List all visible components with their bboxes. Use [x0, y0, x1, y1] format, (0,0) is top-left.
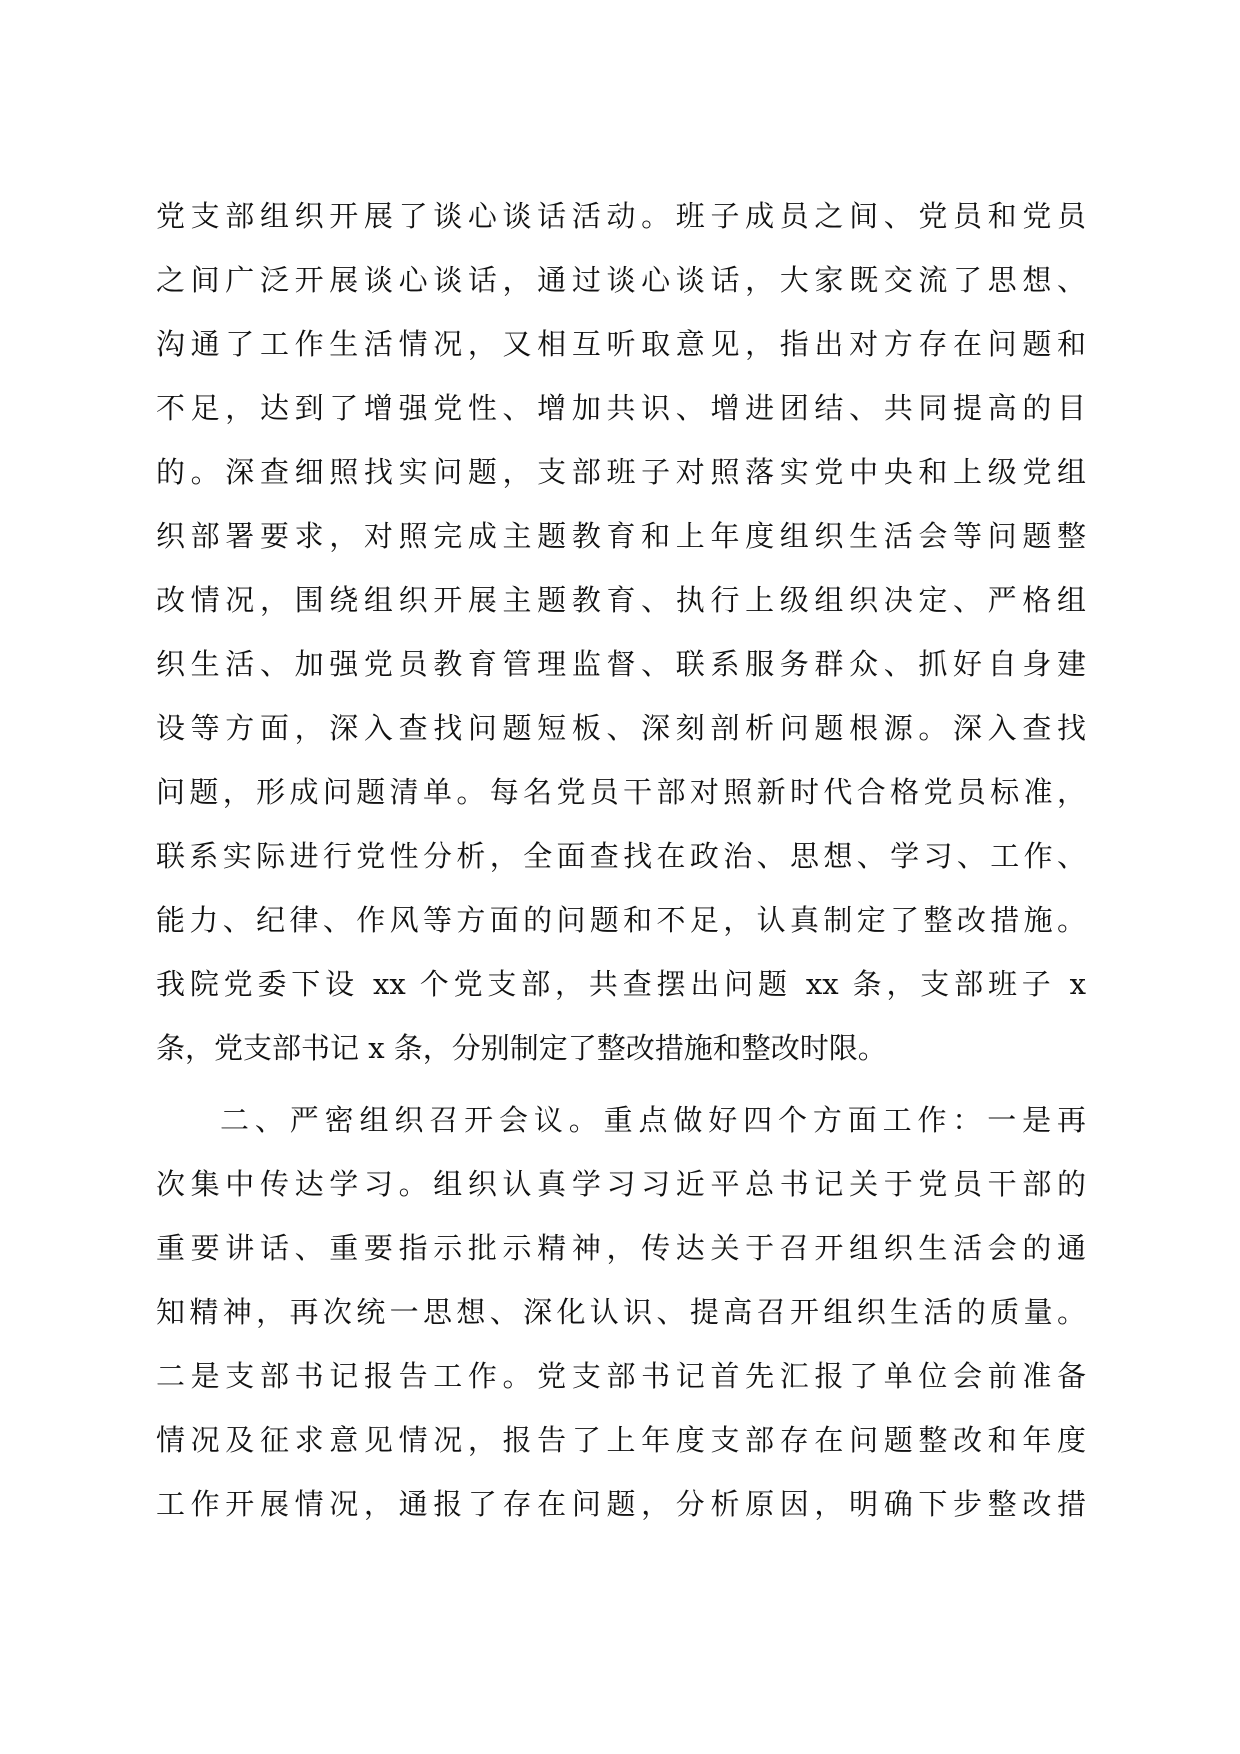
text-line: 织生活、加强党员教育管理监督、联系服务群众、抓好自身建 [156, 647, 1086, 681]
text-line: 党支部组织开展了谈心谈话活动。班子成员之间、党员和党员 [156, 199, 1086, 233]
text-line: 改情况，围绕组织开展主题教育、执行上级组织决定、严格组 [156, 583, 1086, 617]
text-line: 条，党支部书记 x 条，分别制定了整改措施和整改时限。 [156, 1031, 887, 1065]
text-line: 沟通了工作生活情况，又相互听取意见，指出对方存在问题和 [156, 327, 1086, 361]
text-line: 之间广泛开展谈心谈话，通过谈心谈话，大家既交流了思想、 [156, 263, 1086, 297]
text-line: 织部署要求，对照完成主题教育和上年度组织生活会等问题整 [156, 519, 1086, 553]
text-line: 不足，达到了增强党性、增加共识、增进团结、共同提高的目 [156, 391, 1086, 425]
paragraph-1 [156, 184, 1086, 1080]
paragraph-2 [156, 1088, 1086, 1536]
text-line: 我院党委下设 xx 个党支部，共查摆出问题 xx 条，支部班子 x [156, 967, 1086, 1001]
text-line: 问题，形成问题清单。每名党员干部对照新时代合格党员标准， [156, 775, 1086, 809]
text-line: 次集中传达学习。组织认真学习习近平总书记关于党员干部的 [156, 1167, 1086, 1201]
text-line: 二是支部书记报告工作。党支部书记首先汇报了单位会前准备 [156, 1359, 1086, 1393]
text-line: 的。深查细照找实问题，支部班子对照落实党中央和上级党组 [156, 455, 1086, 489]
text-line: 联系实际进行党性分析，全面查找在政治、思想、学习、工作、 [156, 839, 1086, 873]
text-line: 二、严密组织召开会议。重点做好四个方面工作：一是再 [220, 1103, 1086, 1137]
text-line: 知精神，再次统一思想、深化认识、提高召开组织生活的质量。 [156, 1295, 1086, 1329]
text-line: 设等方面，深入查找问题短板、深刻剖析问题根源。深入查找 [156, 711, 1086, 745]
document-body [156, 184, 1086, 1536]
text-line: 能力、纪律、作风等方面的问题和不足，认真制定了整改措施。 [156, 903, 1086, 937]
text-line: 工作开展情况，通报了存在问题，分析原因，明确下步整改措 [156, 1487, 1086, 1521]
text-line: 情况及征求意见情况，报告了上年度支部存在问题整改和年度 [156, 1423, 1086, 1457]
text-line: 重要讲话、重要指示批示精神，传达关于召开组织生活会的通 [156, 1231, 1086, 1265]
